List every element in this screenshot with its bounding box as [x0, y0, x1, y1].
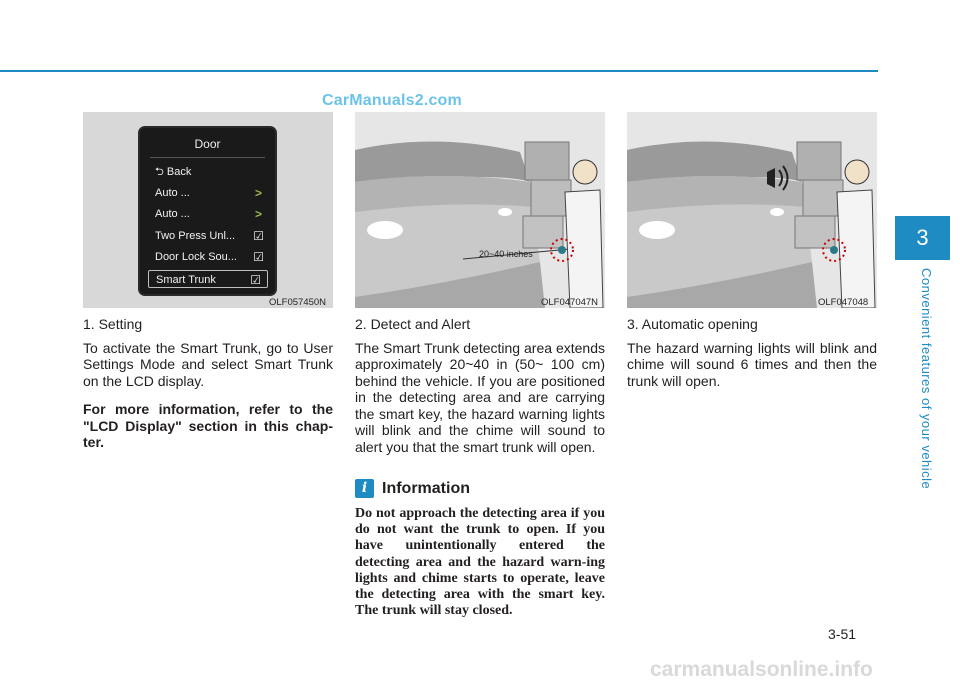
column-detect-alert — [355, 316, 605, 463]
figure-lcd-menu — [83, 112, 333, 308]
column-setting — [83, 316, 333, 459]
information-title: Information — [382, 480, 470, 497]
header-rule — [0, 70, 878, 72]
lcd-item-label: Auto ... — [155, 208, 190, 220]
figure-automatic-opening — [627, 112, 877, 308]
lcd-item-label: Smart Trunk — [156, 274, 216, 286]
chevron-right-icon: > — [254, 207, 262, 221]
checkbox-checked-icon: ☑ — [253, 250, 264, 264]
step-heading: 1. Setting — [83, 316, 143, 332]
step-body: To activate the Smart Trunk, go to User Settings Mode and select Smart Trunk on the LCD display. — [83, 339, 333, 389]
page-number: 3-51 — [828, 626, 857, 642]
reference-note: For more information, refer to the "LCD Display" section in this chap-ter. — [83, 401, 333, 450]
watermark-bottom: carmanualsonline.info — [650, 658, 873, 681]
chevron-right-icon: > — [254, 186, 262, 200]
car-illustration — [627, 112, 877, 308]
lcd-item-auto-1 — [155, 184, 270, 202]
lcd-item-label: Auto ... — [155, 187, 190, 199]
information-text: Do not approach the detecting area if you do not want the trunk to open. If you have unintentionally entered the detecting area and the hazard warn-ing lights and chime starts to operate, leave the detecting area with the smart key. The trunk will stay closed. — [355, 506, 605, 619]
lcd-item-back — [155, 163, 270, 181]
step-heading: 2. Detect and Alert — [355, 316, 471, 332]
lcd-display — [140, 128, 275, 294]
figure-code: OLF047048 — [818, 297, 869, 308]
figure-code: OLF047047N — [541, 297, 599, 308]
lcd-item-label: Door Lock Sou... — [155, 251, 237, 263]
lcd-item-door-lock-sound — [155, 248, 270, 266]
lcd-item-auto-2 — [155, 205, 270, 223]
lcd-title: Door — [194, 137, 221, 151]
lcd-item-label: ⮌ Back — [155, 166, 192, 178]
lcd-divider — [150, 157, 265, 158]
step-heading: 3. Automatic opening — [627, 316, 758, 332]
watermark: CarManuals2.com — [322, 92, 462, 109]
chapter-title: Convenient features of your vehicle — [919, 268, 934, 490]
distance-label: 20~40 inches — [479, 249, 533, 259]
step-body: The hazard warning lights will blink and chime will sound 6 times and then the trunk will open. — [627, 339, 877, 389]
lcd-item-two-press-unlock — [155, 227, 270, 245]
lcd-item-smart-trunk — [148, 270, 268, 288]
checkbox-checked-icon: ☑ — [250, 273, 261, 287]
figure-detect-alert — [355, 112, 605, 308]
checkbox-checked-icon: ☑ — [253, 229, 264, 243]
info-icon: i — [355, 479, 374, 498]
column-automatic-opening — [627, 316, 877, 397]
step-body: The Smart Trunk detecting area extends approximately 20~40 in (50~ 100 cm) behind the vehicle. If you are positioned in the detecting area and are carrying the smart key, the hazard warning lights will blink and the chime will sound to alert you that the smart trunk will open. — [355, 339, 605, 455]
chapter-number-tab: 3 — [895, 216, 950, 260]
figure-code: OLF057450N — [269, 297, 327, 308]
lcd-item-label: Two Press Unl... — [155, 230, 236, 242]
car-illustration — [355, 112, 605, 308]
